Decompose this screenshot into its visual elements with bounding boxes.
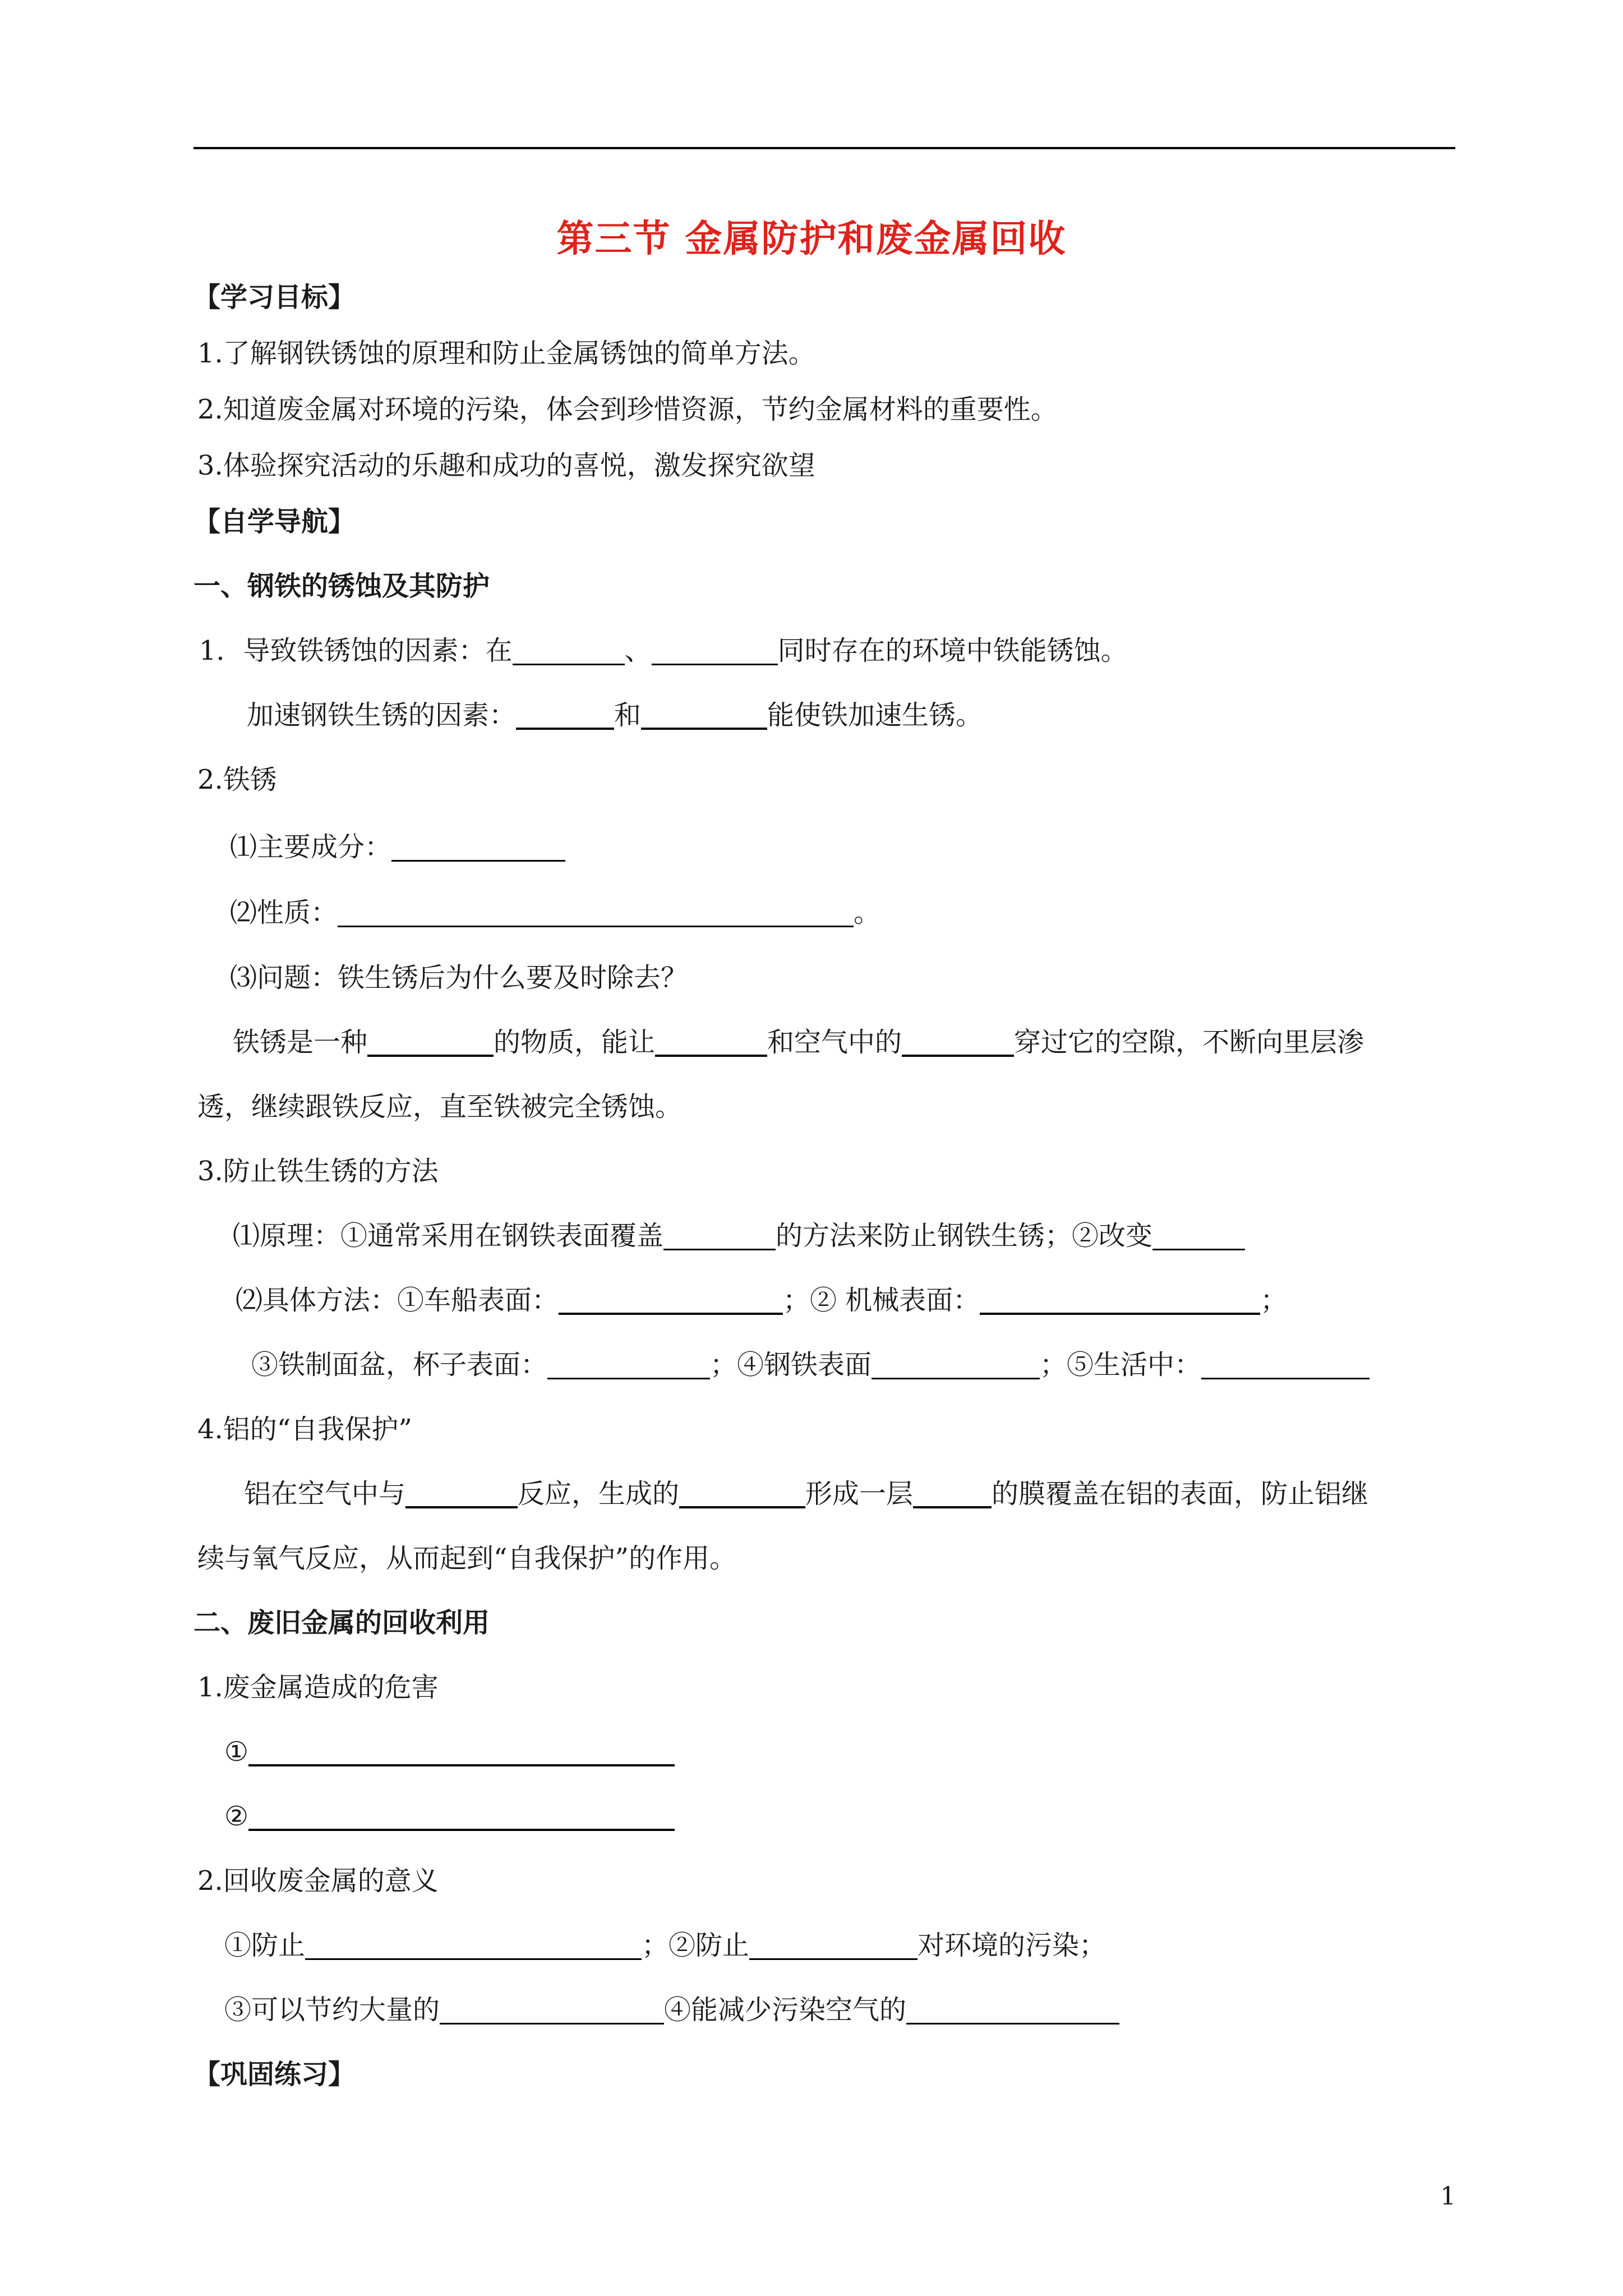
q2-2-text-a: ⑵性质： <box>230 897 338 928</box>
q2-3a-text-a: 铁锈是一种 <box>233 1027 368 1058</box>
blank-field[interactable] <box>641 702 767 730</box>
part2-q2-1 <box>224 1929 1106 1962</box>
part2-heading: 二、废旧金属的回收利用 <box>193 1607 490 1639</box>
part1-q4b: 续与氧气反应，从而起到“自我保护”的作用。 <box>197 1543 737 1574</box>
blank-field[interactable] <box>1152 1223 1245 1250</box>
blank-field[interactable] <box>913 1480 992 1508</box>
q4a-text-a: 铝在空气中与 <box>244 1478 406 1510</box>
part1-q1b <box>247 698 983 732</box>
blank-field[interactable] <box>391 834 565 862</box>
blank-field[interactable] <box>872 1352 1040 1379</box>
part1-q3-3 <box>251 1348 1370 1382</box>
part2-q2: 2.回收废金属的意义 <box>197 1865 439 1897</box>
part1-q2-3b: 透，继续跟铁反应，直至铁被完全锈蚀。 <box>197 1091 683 1122</box>
q3-2-text-a: ⑵具体方法：①车船表面： <box>236 1285 559 1316</box>
q2-1-text-a: ①防止 <box>224 1930 306 1961</box>
q1-2-marker: ② <box>224 1801 249 1832</box>
objective-1: 1.了解钢铁锈蚀的原理和防止金属锈蚀的简单方法。 <box>197 338 815 369</box>
part1-q4: 4.铝的“自我保护” <box>197 1414 412 1445</box>
part1-q2-3a <box>233 1025 1364 1059</box>
q2-3a-text-d: 穿过它的空隙，不断向里层渗 <box>1014 1027 1364 1058</box>
part1-q2-1 <box>230 830 565 864</box>
blank-field[interactable] <box>652 638 778 665</box>
blank-field[interactable] <box>906 1997 1119 2024</box>
part1-q3-2 <box>236 1283 1287 1317</box>
blank-field[interactable] <box>338 900 854 927</box>
part1-q2-2 <box>230 896 880 930</box>
blank-field[interactable] <box>749 1932 917 1960</box>
part1-q2-3: ⑶问题：铁生锈后为什么要及时除去？ <box>230 962 688 993</box>
part1-q3: 3.防止铁生锈的方法 <box>197 1156 439 1187</box>
q3-1-text-b: 的方法来防止钢铁生锈；②改变 <box>776 1220 1153 1251</box>
blank-field[interactable] <box>902 1029 1014 1057</box>
section-objectives: 【学习目标】 <box>193 282 356 313</box>
objective-3: 3.体验探究活动的乐趣和成功的喜悦，激发探究欲望 <box>197 450 815 481</box>
blank-field[interactable] <box>679 1480 805 1508</box>
blank-field[interactable] <box>655 1029 767 1057</box>
blank-field[interactable] <box>440 1997 664 2024</box>
blank-field[interactable] <box>980 1287 1260 1315</box>
q3-3-text-b: ；④钢铁表面 <box>710 1349 872 1381</box>
q4a-text-d: 的膜覆盖在铝的表面，防止铝继 <box>992 1478 1369 1510</box>
q2-2-text-b: 。 <box>854 897 881 928</box>
blank-field[interactable] <box>516 702 614 730</box>
section-self-study: 【自学导航】 <box>193 506 356 537</box>
q1-1-marker: ① <box>224 1736 249 1768</box>
page-title: 第三节 金属防护和废金属回收 <box>556 217 1067 260</box>
q2-3a-text-b: 的物质，能让 <box>494 1027 656 1058</box>
q2-1-text-c: 对环境的污染； <box>917 1930 1106 1961</box>
blank-field[interactable] <box>305 1932 642 1960</box>
blank-field[interactable] <box>367 1029 494 1057</box>
part1-heading: 一、钢铁的锈蚀及其防护 <box>193 570 490 602</box>
part1-q2: 2.铁锈 <box>197 764 277 795</box>
q4a-text-c: 形成一层 <box>805 1478 914 1510</box>
blank-field[interactable] <box>1201 1352 1370 1379</box>
q3-3-text-a: ③铁制面盆，杯子表面： <box>251 1349 548 1381</box>
objective-2: 2.知道废金属对环境的污染，体会到珍惜资源，节约金属材料的重要性。 <box>197 394 1058 425</box>
part2-q1: 1.废金属造成的危害 <box>197 1672 439 1703</box>
q2-3a-text-c: 和空气中的 <box>767 1027 902 1058</box>
q1-text-c: 同时存在的环境中铁能锈蚀。 <box>777 635 1128 666</box>
q2-1-text-b: ；②防止 <box>642 1930 750 1961</box>
page-number: 1 <box>1440 2182 1456 2211</box>
q4a-text-b: 反应，生成的 <box>518 1478 680 1510</box>
part1-q3-1 <box>233 1219 1245 1253</box>
blank-field[interactable] <box>547 1352 710 1379</box>
q1-text-a: 1．导致铁锈蚀的因素：在 <box>199 635 513 666</box>
blank-field[interactable] <box>559 1287 783 1315</box>
q1b-text-b: 和 <box>614 700 642 731</box>
part2-q1-1 <box>224 1735 675 1769</box>
part2-q2-2 <box>224 1993 1119 2027</box>
part1-q1 <box>199 634 1128 668</box>
q3-3-text-c: ；⑤生活中： <box>1040 1349 1202 1381</box>
blank-field[interactable] <box>248 1803 675 1831</box>
q3-1-text-a: ⑴原理：①通常采用在钢铁表面覆盖 <box>233 1220 664 1251</box>
q2-2-text-a: ③可以节约大量的 <box>224 1994 440 2026</box>
part2-q1-2 <box>224 1800 675 1833</box>
section-practice: 【巩固练习】 <box>193 2059 356 2090</box>
q3-2-text-b: ；② 机械表面： <box>783 1285 980 1316</box>
blank-field[interactable] <box>513 638 625 665</box>
q1b-text-c: 能使铁加速生锈。 <box>767 700 983 731</box>
q3-2-text-c: ； <box>1260 1285 1288 1316</box>
blank-field[interactable] <box>663 1223 776 1250</box>
q2-1-text: ⑴主要成分： <box>230 831 392 863</box>
q2-2-text-b: ④能减少污染空气的 <box>664 1994 907 2026</box>
blank-field[interactable] <box>405 1480 518 1508</box>
blank-field[interactable] <box>248 1738 675 1766</box>
q1-text-b: 、 <box>624 635 652 666</box>
part1-q4a <box>244 1477 1368 1511</box>
q1b-text-a: 加速钢铁生锈的因素： <box>247 700 517 731</box>
header-rule <box>193 147 1455 149</box>
